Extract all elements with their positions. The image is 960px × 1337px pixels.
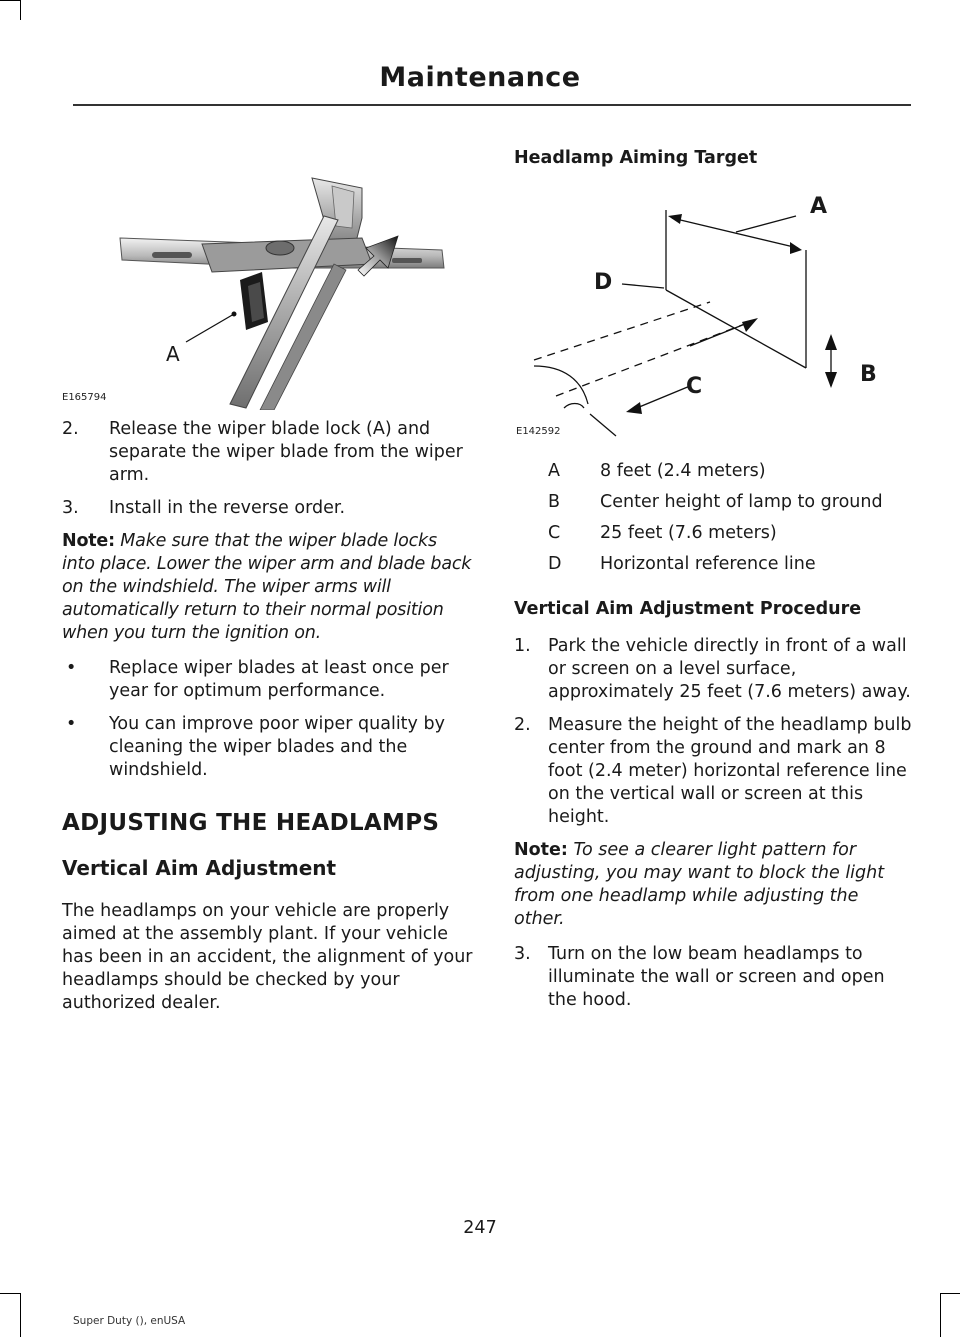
subsection-heading: Vertical Aim Adjustment — [62, 856, 337, 880]
figure-code: E142592 — [516, 426, 561, 437]
step-text: Park the vehicle directly in front of a wall or screen on a level surface, approximately 25 feet (7.6 meters) away. — [548, 636, 911, 702]
note — [514, 839, 912, 931]
step-text: Install in the reverse order. — [109, 498, 346, 518]
page-number: 247 — [463, 1218, 497, 1238]
document-info: Super Duty (), enUSA — [73, 1315, 186, 1327]
legend-value: 8 feet (2.4 meters) — [600, 461, 766, 481]
step-number: 3. — [514, 944, 531, 964]
wiper-blade-illustration — [62, 168, 452, 410]
headlamp-target-diagram — [514, 190, 914, 440]
step-item — [514, 714, 912, 829]
step-number: 2. — [514, 715, 531, 735]
figure-title: Headlamp Aiming Target — [514, 148, 758, 168]
step-text: Turn on the low beam headlamps to illuminate the wall or screen and open the hood. — [548, 944, 885, 1010]
diagram-label-c: C — [686, 374, 703, 399]
legend-value: 25 feet (7.6 meters) — [600, 523, 777, 543]
diagram-label-a: A — [810, 194, 828, 219]
diagram-label-d: D — [594, 270, 613, 295]
step-item — [514, 635, 912, 704]
legend-key: C — [548, 523, 561, 543]
bullet-mark: • — [66, 658, 77, 678]
bullet-mark: • — [66, 714, 77, 734]
step-item — [62, 418, 474, 487]
step-item — [62, 497, 474, 520]
crop-mark — [0, 0, 20, 1]
step-number: 3. — [62, 498, 79, 518]
note — [62, 530, 474, 645]
note-label: Note: — [514, 840, 568, 860]
procedure-heading: Vertical Aim Adjustment Procedure — [514, 599, 862, 619]
crop-mark — [20, 1293, 21, 1337]
bullet-item — [62, 657, 474, 703]
legend-value: Center height of lamp to ground — [600, 492, 883, 512]
right-column — [514, 460, 912, 1012]
page-title: Maintenance — [379, 62, 581, 93]
crop-mark — [0, 1293, 20, 1294]
legend-value: Horizontal reference line — [600, 554, 816, 574]
step-text: Measure the height of the headlamp bulb center from the ground and mark an 8 foot (2.4 meter) horizontal reference line on the vertical wall or screen at this height. — [548, 715, 912, 827]
body-paragraph: The headlamps on your vehicle are properly aimed at the assembly plant. If your vehicle has been in an accident, the alignment of your headlamps should be checked by your authorized dealer. — [62, 901, 473, 1013]
legend-row — [514, 553, 912, 584]
wiper-figure — [62, 168, 452, 410]
step-number: 1. — [514, 636, 531, 656]
diagram-label-b: B — [860, 362, 877, 387]
crop-mark — [940, 1293, 941, 1337]
step-text: Release the wiper blade lock (A) and separate the wiper blade from the wiper arm. — [109, 419, 463, 485]
legend-row — [514, 491, 912, 522]
step-number: 2. — [62, 419, 79, 439]
legend — [514, 460, 912, 584]
legend-key: D — [548, 554, 562, 574]
legend-row — [514, 460, 912, 491]
legend-key: B — [548, 492, 561, 512]
bullet-item — [62, 713, 474, 782]
section-heading: ADJUSTING THE HEADLAMPS — [62, 810, 440, 836]
step-item — [514, 943, 912, 1012]
bullet-text: You can improve poor wiper quality by cleaning the wiper blades and the windshield. — [109, 714, 445, 780]
legend-row — [514, 522, 912, 553]
header-divider — [73, 104, 911, 106]
crop-mark — [940, 1293, 960, 1294]
bullet-text: Replace wiper blades at least once per year for optimum performance. — [109, 658, 449, 701]
note-label: Note: — [62, 531, 115, 551]
crop-mark — [20, 0, 21, 20]
note-text: To see a clearer light pattern for adjusting, you may want to block the light from one headlamp while adjusting the other. — [514, 840, 885, 929]
figure-callout-a: A — [166, 342, 180, 366]
left-column — [62, 418, 474, 1015]
note-text: Make sure that the wiper blade locks into place. Lower the wiper arm and blade back on the windshield. The wiper arms will automatically return to their normal position when you turn the ignition on. — [62, 531, 472, 643]
legend-key: A — [548, 461, 560, 481]
figure-code: E165794 — [62, 392, 107, 403]
headlamp-target-figure — [514, 190, 914, 440]
